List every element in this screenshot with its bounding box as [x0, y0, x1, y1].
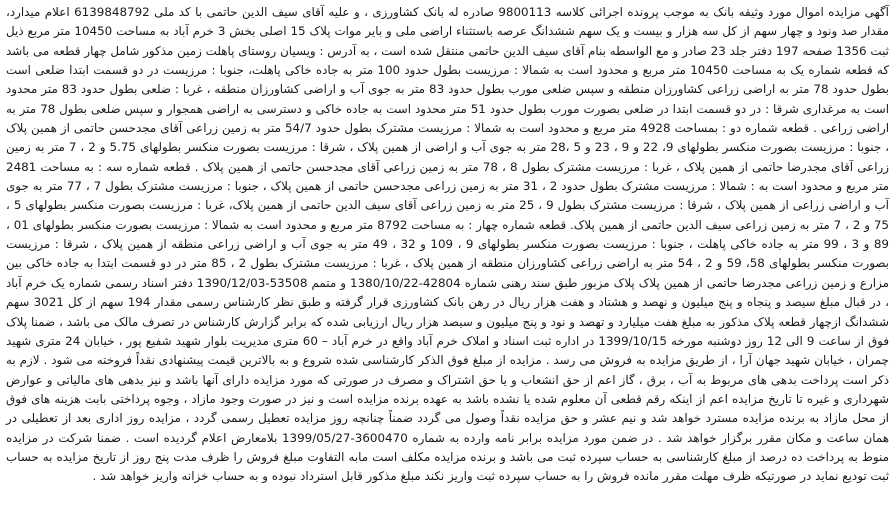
auction-notice-text: آگهی مزایده اموال مورد وثیقه بانک به موجب پرونده اجرائی کلاسه 9800113 صادره له بانک کشاورزی ، و علیه آقای سیف الدین حاتمی با کد ملی 6139848792 اعلام میدارد، مقدار صد ونود و چهار سهم از کل سه هزار و بیست و یک سهم ششدانگ عرصه باستثناء اراضی ملی و بایر موات پلاک 15 اصلی بخش 3 خرم آباد به مساحت 10450 متر مربع ذیل ثبت 1356 صفحه 197 دفتر جلد 23 صادر و مع الواسطه بنام آقای سیف الدین حاتمی منتقل شده است ، به آدرس : ویسیان روستای پاهلت زمین مذکور شامل چهار قطعه می باشد که قطعه شماره یک به مساحت 10450 متر مربع و محدود است به شمالا : مرزیست بطول حدود 100 متر به جاده خاکی پاهلت، جنوبا : مرزیست در دو قسمت ابتدا ضلعی است بطول حدود 78 متر به اراضی زراعی کشاورزان منطقه و سپس ضلعی مورب بطول حدود 83 متر به جوی آب و اراضی کشاورزان منطقه ، غربا : ضلعی بطول حدود 83 متر محدود است به مرغداری شرقا : در دو قسمت ابتدا در ضلعی بصورت مورب بطول حدود 51 متر محدود است به جاده خاکی و دسترسی به اراضی همجوار و سپس ضلعی بطول 78 متر به اراضی زراعی . قطعه شماره دو : بمساحت 4928 متر مربع و محدود است به شمالا : مرزیست مشترک بطول حدود 54/7 متر به زمین زراعی آقای مجدحسن حاتمی از همین پلاک ، جنوبا : مرزیست بصورت منکسر بطولهای 9، 22 و 9 ، 23 و 5 ،28 متر به جوی آب و اراضی از همین پلاک ، شرقا : مرزیست بصورت منکسر بطولهای 5.75 و 2 ، 7 متر به زمین زراعی آقای مجدرضا حاتمی از همین پلاک ، غربا : مرزیست مشترک بطول 8 ، 78 متر به زمین زراعی آقای مجدحسن حاتمی از همین پلاک . قطعه شماره سه : به مساحت 2481 متر مربع و محدود است به : شمالا : مرزیست مشترک بطول حدود 2 ، 31 متر به زمین زراعی مجدحسن حاتمی از همین پلاک ، جنوبا : مرزیست مشترک بطول 7 ، 77 متر به جوی آب و اراضی زراعی از همین پلاک ، شرقا : مرزیست مشترک بطول 9 ، 25 متر به زمین زراعی آقای سیف الدین حاتمی از همین پلاک، غربا : مرزیست بصورت منکسر بطولهای 5 ، 75 و 2 ، 7 متر به زمین زراعی سیف الدین حاتمی از همین پلاک. قطعه شماره چهار : به مساحت 8792 متر مربع و محدود است به شمالا : مرزیست بصورت منکسر بطولهای 01 ، 89 و 3 ، 99 متر به جاده خاکی پاهلت ، جنوبا : مرزیست بصورت منکسر بطولهای 9 ، 109 و 32 ، 49 متر به جوی آب و اراضی زراعی منطقه از همین پلاک ، شرقا : مرزیست بصورت منکسر بطولهای 58، 59 و 2 ، 54 متر به اراضی زراعی کشاورزان منطقه از همین پلاک ، غربا : مرزیست مشترک بطول 2 ، 85 متر در دو قسمت ابتدا به جاده خاکی بین مزارع و زمین زراعی مجدرضا حاتمی از همین پلاک پلاک مزبور طبق سند رهنی شماره 42804-1380/10/22 و متمم 53508-1390/12/03 دفتر اسناد رسمی شماره یک خرم آباد ، در قبال مبلغ سیصد و پنجاه و پنج میلیون و نهصد و هشتاد و هفت هزار ریال در رهن بانک کشاورزی قرار گرفته و طبق نظر کارشناس رسمی مقدار 194 سهم از کل 3021 سهم ششدانگ ازچهار قطعه پلاک مذکور به مبلغ هفت میلیارد و تهصد و نود و پنج میلیون و سیصد هزار ریال ارزیابی شده که برابر گزارش کارشناس در تصرف مالک می باشد ، ضمنا پلاک فوق از ساعت 9 الی 12 روز دوشنبه مورخه 1399/10/15 در اداره ثبت اسناد و املاک خرم آباد واقع در خرم آباد – 60 متری مدیریت بلوار شهید شفیع پور ، خیابان 24 متری شهید چمران ، خیابان شهید جهان آرا ، از طریق مزایده به فروش می رسد . مزایده از مبلغ فوق الذکر کارشناسی شده شروع و به بالاترین قیمت پیشنهادی نقداً فروخته می شود . لازم به ذکر است پرداخت بدهی های مربوط به آب ، برق ، گاز اعم از حق انشعاب و یا حق اشتراک و مصرف در صورتی که مورد مزایده دارای آنها باشد و نیز بدهی های مالیاتی و عوارض شهرداری و غیره تا تاریخ مزایده اعم از اینکه رقم قطعی آن معلوم شده یا نشده باشد به عهده برنده مزایده است و نیز در صورت وجود مازاد ، وجوه پرداختی بابت هزینه های فوق از محل مازاد به برنده مزایده مسترد خواهد شد و نیم عشر و حق مزایده نقداً وصول می گردد ضمناً چنانچه روز مزایده تعطیل رسمی گردد ، مزایده روز اداری بعد از تعطیلی در همان ساعت و مکان مقرر برگزار خواهد شد . در ضمن مورد مزایده برابر نامه وارده به شماره 3600470-1399/05/27 بلامعارض اعلام گردیده است . ضمنا شرکت در مزایده منوط به پرداخت ده درصد از مبلغ کارشناسی به حساب سپرده ثبت می باشد و برنده مزایده مکلف است مابه التفاوت مبلغ فروش را ظرف مدت پنج روز از تاریخ مزایده به حساب ثبت تودیع نماید در صورتیکه ظرف مهلت مقرر مانده فروش را به حساب سپرده ثبت واریز نکند مبلغ مذکور قابل استرداد نبوده و به حساب خزانه واریز خواهد شد . [6, 5, 890, 484]
